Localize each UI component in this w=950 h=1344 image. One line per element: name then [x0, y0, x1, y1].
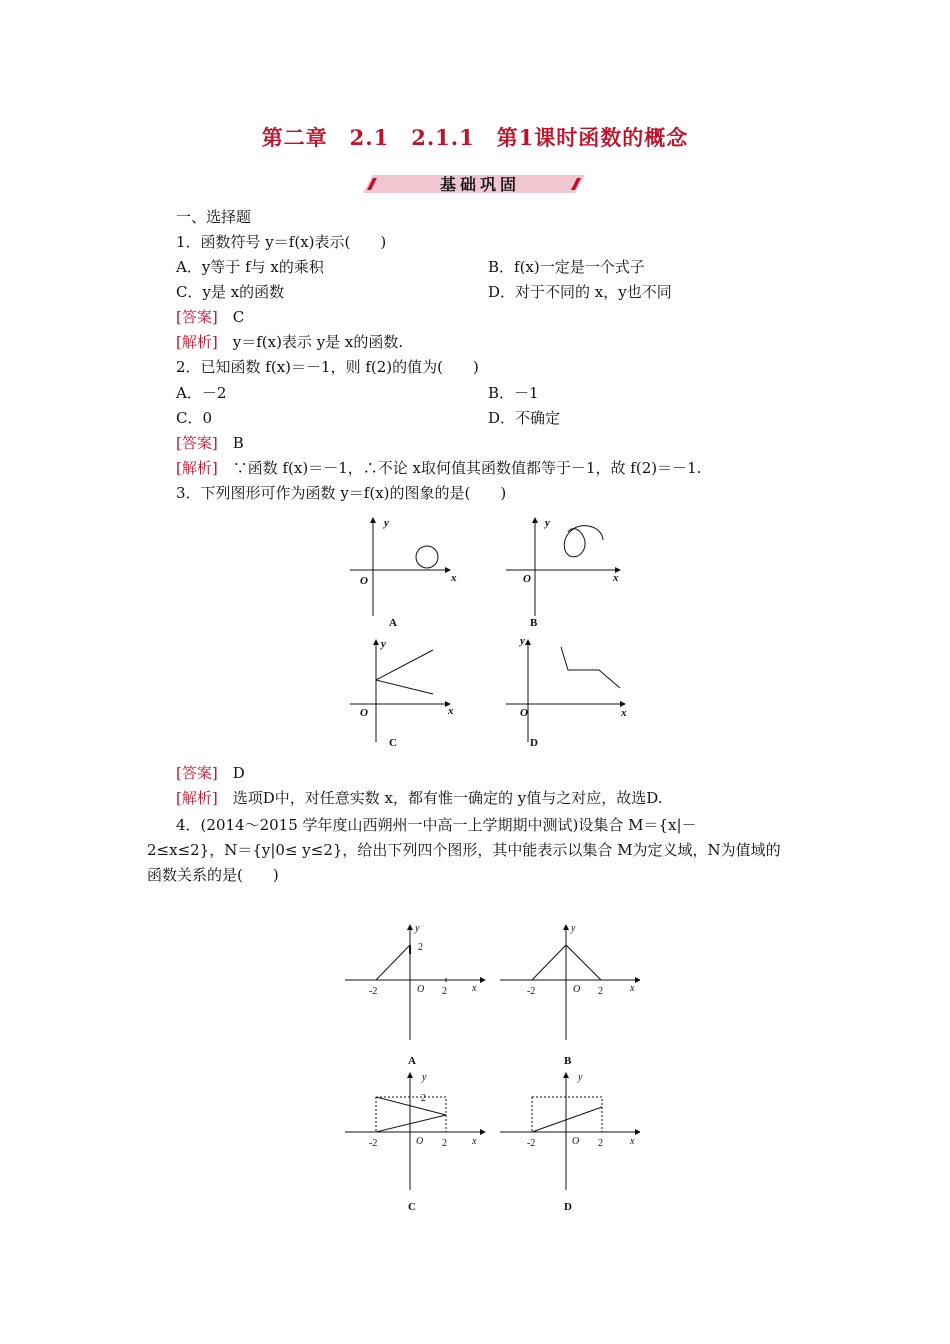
- axis-x-label: x: [472, 1136, 477, 1147]
- axis-x-label: x: [630, 1136, 635, 1147]
- analysis-tag: [解析]: [176, 333, 218, 351]
- q1-option-a: A．y等于 f与 x的乘积: [176, 258, 324, 276]
- axis-x-label: x: [621, 707, 627, 719]
- tick-x-2: 2: [442, 986, 447, 997]
- q4-line-2: 2≤x≤2}，N＝{y|0≤ y≤2}，给出下列四个图形，其中能表示以集合 M为定义域，N为值域的: [147, 841, 781, 859]
- fig-label-b: B: [530, 617, 538, 629]
- origin-label: O: [523, 573, 531, 585]
- fig-label-a: A: [389, 617, 397, 629]
- answer-value: B: [232, 434, 244, 452]
- axis-y-label: y: [381, 638, 386, 650]
- origin-label: O: [360, 575, 368, 587]
- q2-stem: 2．已知函数 f(x)＝－1，则 f(2)的值为( ): [176, 358, 479, 376]
- axis-y-label: y: [545, 517, 550, 529]
- origin-label: O: [573, 984, 581, 995]
- axis-y-label: y: [571, 923, 576, 934]
- axis-y-label: y: [384, 517, 389, 529]
- q2-option-c: C．0: [176, 409, 213, 427]
- answer-value: C: [232, 308, 245, 326]
- banner-text: 基 础 巩 固: [439, 177, 517, 194]
- fig-label-d: D: [564, 1201, 572, 1213]
- q4-line-1: 4．(2014～2015 学年度山西朔州一中高一上学期期中测试)设集合 M＝{x|－: [176, 816, 697, 834]
- tick-x-2: 2: [442, 1138, 447, 1149]
- tick-neg2: -2: [369, 986, 378, 997]
- answer-tag: [答案]: [176, 434, 218, 452]
- origin-label: O: [416, 1136, 424, 1147]
- q1-option-b: B．f(x)一定是一个式子: [488, 258, 645, 276]
- q4-figure: [340, 920, 640, 1215]
- tick-neg2: -2: [527, 986, 536, 997]
- q1-answer: [176, 307, 244, 327]
- section-banner: [363, 172, 593, 196]
- tick-neg2: -2: [527, 1138, 536, 1149]
- axis-x-label: x: [472, 983, 477, 994]
- axis-x-label: x: [448, 705, 454, 717]
- page-title: 第二章 2.1 2.1.1 第1课时函数的概念: [261, 125, 689, 150]
- q3-analysis: [176, 788, 663, 808]
- q3-figure: [340, 510, 640, 755]
- section-heading: 一、选择题: [176, 208, 252, 226]
- q3-stem: 3．下列图形可作为函数 y＝f(x)的图象的是( ): [176, 484, 507, 502]
- origin-label: O: [520, 707, 528, 719]
- fig-label-a: A: [408, 1055, 416, 1067]
- fig-label-c: C: [389, 737, 397, 749]
- q2-analysis: [176, 458, 701, 478]
- analysis-tag: [解析]: [176, 459, 218, 477]
- axis-y-label: y: [578, 1072, 583, 1083]
- q4-line-3: 函数关系的是( ): [147, 866, 279, 884]
- answer-tag: [答案]: [176, 308, 218, 326]
- analysis-text: 选项D中，对任意实数 x，都有惟一确定的 y值与之对应，故选D.: [232, 789, 663, 807]
- answer-value: D: [232, 764, 245, 782]
- axis-x-label: x: [613, 572, 619, 584]
- tick-neg2: -2: [369, 1138, 378, 1149]
- answer-tag: [答案]: [176, 764, 218, 782]
- fig-label-d: D: [530, 737, 538, 749]
- axis-y-label: y: [415, 923, 420, 934]
- tick-x-2: 2: [598, 1138, 603, 1149]
- q3-answer: [176, 763, 245, 783]
- analysis-text: y＝f(x)表示 y是 x的函数.: [232, 333, 404, 351]
- tick-y-2: 2: [421, 1093, 426, 1104]
- tick-y-2: 2: [418, 942, 423, 953]
- q1-stem: 1．函数符号 y＝f(x)表示( ): [176, 233, 387, 251]
- origin-label: O: [572, 1136, 580, 1147]
- q2-option-d: D．不确定: [488, 409, 561, 427]
- fig-label-b: B: [564, 1055, 572, 1067]
- analysis-text: ∵函数 f(x)＝－1，∴不论 x取何值其函数值都等于－1，故 f(2)＝－1.: [232, 459, 702, 477]
- q1-option-c: C．y是 x的函数: [176, 283, 285, 301]
- tick-x-2: 2: [598, 986, 603, 997]
- q2-option-a: A．－2: [176, 384, 227, 402]
- q2-answer: [176, 433, 244, 453]
- axis-y-label: y: [520, 635, 525, 647]
- analysis-tag: [解析]: [176, 789, 218, 807]
- q2-option-b: B．－1: [488, 384, 539, 402]
- axis-x-label: x: [451, 572, 457, 584]
- fig-label-c: C: [408, 1201, 416, 1213]
- origin-label: O: [417, 984, 425, 995]
- axis-y-label: y: [422, 1072, 427, 1083]
- q1-option-d: D．对于不同的 x，y也不同: [488, 283, 672, 301]
- axis-x-label: x: [630, 983, 635, 994]
- origin-label: O: [360, 707, 368, 719]
- q1-analysis: [176, 332, 403, 352]
